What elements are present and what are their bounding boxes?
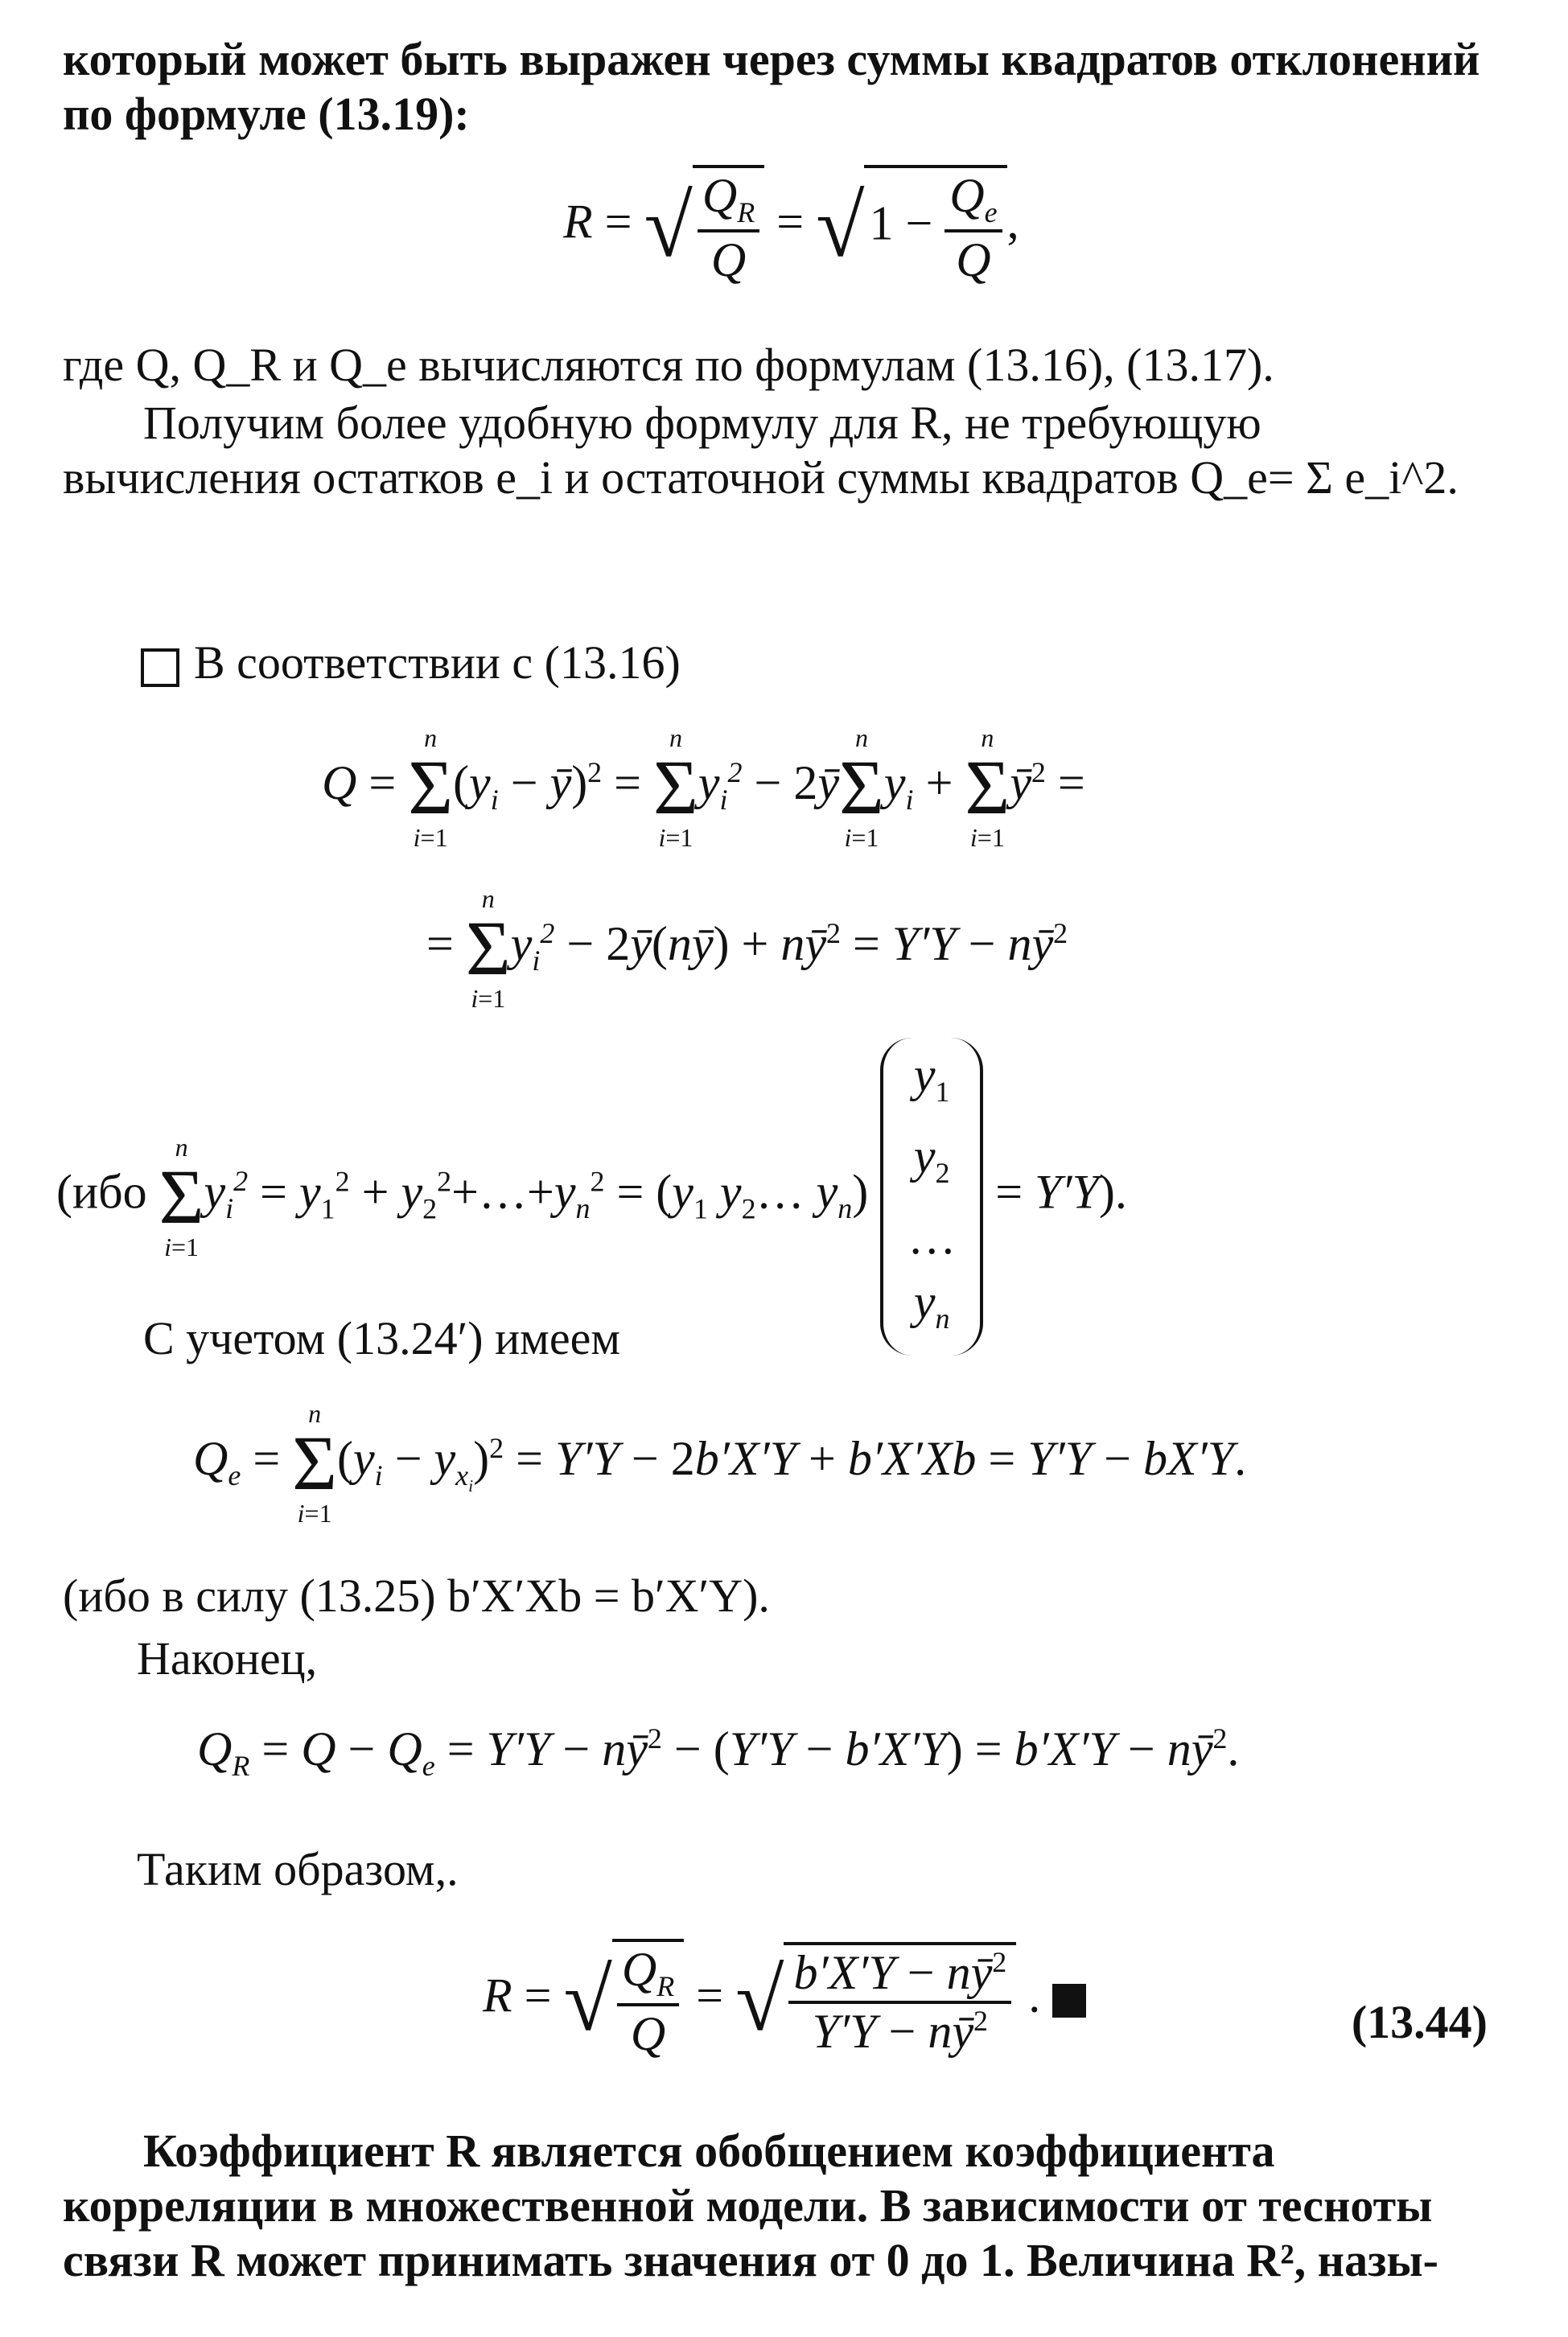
paragraph-intro: который может быть выражен через суммы квадратов отклонений по формуле (13.19): [63, 33, 1480, 140]
proof-end-square [1052, 1984, 1086, 2018]
equation-number: (13.44) [1351, 1996, 1488, 2048]
equation-r-definition: R = √ $\frac{Q_R}{Q}$ = √ 1 − $\frac{Q_e}{Q}$ , [563, 165, 1019, 288]
paragraph-derive: Получим более удобную формулу для R, не требующую вычисления остатков e_i и остаточной суммы квадратов Q_e= Σ e_i^2. [63, 397, 1459, 504]
paragraph-with-account: С учетом (13.24′) имеем [143, 1312, 621, 1364]
equation-13-44: R = √ $\frac{Q_R}{Q}$ = √ $\frac{b'X'Y - nȳ^2}{Y'Y - nȳ^2}$ . [483, 1939, 1086, 2062]
equation-q-expansion: Q = n Σ $i=1(y_i$ − ȳ)$^2$ = n Σ $i=1y_i^2$ − 2ȳn Σ $i=1y_i + n$ Σ $i=1ȳ^2$ = [322, 723, 1085, 852]
paragraph-coefficient: Коэффициент R является обобщением коэффициента корреляции в множественной модели. В зависимости от тесноты связи R может принимать значения от 0 до 1. Величина R², назы- [63, 2125, 1438, 2286]
paragraph-because: (ибо в силу (13.25) b′X′Xb = b′X′Y). [63, 1570, 770, 1622]
ibo-label: (ибо [56, 1165, 147, 1219]
equation-qr: $Q_R = Q - Q_e = Y'Y$ − $nȳ^2 - (Y'Y - b'X'Y) = b'X'Y$ − $nȳ^2$. [197, 1722, 1240, 1782]
equation-q-result: = n Σ $i=1y_i^2$ − 2ȳ(nȳ) + $nȳ^2 = Y'Y$ − $nȳ^2$ [426, 884, 1068, 1013]
equation-qe: $Q_e = n$ Σ $i=1(y_i - y_{x_i})^2 = Y'Y - 2b'X'Y + b'X'Xb = Y'Y - bX'Y$. [193, 1399, 1247, 1528]
paragraph-proof-start [141, 636, 1568, 690]
paragraph-where: где Q, Q_R и Q_e вычисляются по формулам (13.16), (13.17). [63, 339, 1274, 391]
paragraph-finally: Наконец, [137, 1632, 318, 1685]
paragraph-thus: Таким образом,. [137, 1843, 459, 1895]
proof-start-text: В соответствии с (13.16) [194, 636, 681, 689]
column-vector: $y_1$ $y_2$ … $y_n$ [880, 1038, 983, 1356]
equation-sum-squares: (ибо n Σ $i=1y_i^2 = y_1^2$ + $y_2^2+\dots+y_n^2 = (y_1$ $y_2\dots$ $y_n$) $y_1$ $y_2$ … $y_n = Y'Y$). [56, 1038, 1127, 1356]
proof-start-box [141, 648, 179, 687]
